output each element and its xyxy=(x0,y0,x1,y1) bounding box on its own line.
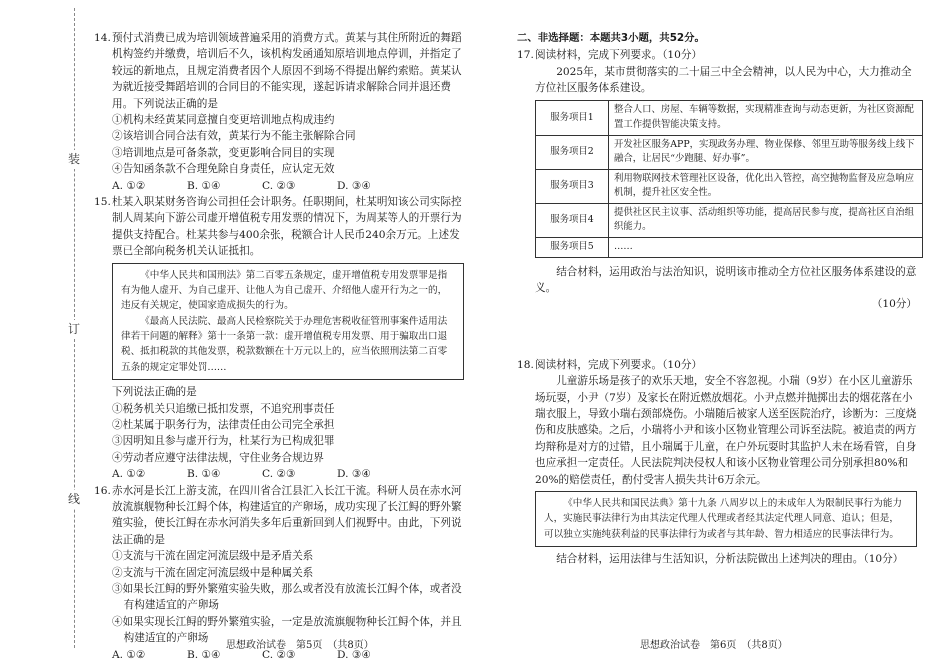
row-key: 服务项目3 xyxy=(536,169,609,203)
row-key: 服务项目4 xyxy=(536,203,609,237)
question-17 xyxy=(517,47,917,313)
footer-left: 思想政治试卷 第5页 （共8页） xyxy=(226,640,374,651)
footer-right: 思想政治试卷 第6页 （共8页） xyxy=(640,640,788,651)
binding-margin xyxy=(0,0,80,659)
left-column xyxy=(94,30,464,663)
choice-a: A. ①② xyxy=(112,179,146,192)
question-stem: 赤水河是长江上游支流，在四川省合江县汇入长江干流。科研人员在赤水河放流旗舰物种长江鲟个体，构建适宜的产卵场，成功实现了长江鲟的野外繁殖实验，使长江鲟在赤水河消失多年后重新回到人们视野中。由此，下列说法正确的是 xyxy=(112,484,462,546)
option: ③如果长江鲟的野外繁殖实验失败，那么或者没有放流长江鲟个体，或者没有构建适宜的产卵场 xyxy=(112,582,462,612)
choice-c: C. ②③ xyxy=(262,468,296,481)
option: ④如果实现长江鲟的野外繁殖实验，一定是放流旗舰物种长江鲟个体，并且构建适宜的产卵场 xyxy=(112,615,462,645)
question-stem: 杜某入职某财务咨询公司担任会计职务。任职期间，杜某明知该公司实际控制人周某向下游公司虚开增值税专用发票的情况下，为周某等人的开票行为提供支持配合。杜某共参与400余张，税额合计人民币240余万元。上述发票已全部向税务机关认证抵扣。 xyxy=(112,196,462,258)
row-value: 开发社区服务APP，实现政务办理、物业保修、邻里互助等服务线上线下融合，让居民“少跑腿、好办事”。 xyxy=(609,135,923,169)
table-row xyxy=(536,203,923,237)
question-number: 14. xyxy=(94,32,111,44)
question-14 xyxy=(94,30,464,194)
question-number: 15. xyxy=(94,196,111,209)
row-value: …… xyxy=(609,237,923,257)
excerpt-paragraph: 《中华人民共和国民法典》第十九条 八周岁以上的未成年人为限制民事行为能力人，实施民事法律行为由其法定代理人代理或者经其法定代理人同意、追认；但是，可以独立实施纯获利益的民事法律行为或者与其年龄、智力相适应的民事法律行为。 xyxy=(544,498,903,540)
answer-choices xyxy=(112,466,464,482)
row-value: 提供社区民主议事、活动组织等功能，提高居民参与度，提高社区自治组织能力。 xyxy=(609,203,923,237)
option: ②支流与干流在固定河流层级中是种属关系 xyxy=(112,566,314,579)
question-title: 阅读材料，完成下列要求。（10分） xyxy=(535,49,703,62)
question-lead: 下列说法正确的是 xyxy=(112,386,197,399)
question-18 xyxy=(517,357,917,568)
service-table xyxy=(535,100,923,257)
option: ③因明知且参与虚开行为，杜某行为已构成犯罪 xyxy=(112,435,335,448)
row-key: 服务项目5 xyxy=(536,237,609,257)
table-row xyxy=(536,237,923,257)
table-row xyxy=(536,135,923,169)
row-value: 利用物联网技术管理社区设备，优化出入管控，高空抛物监督及应急响应机制，提升社区安全性。 xyxy=(609,169,923,203)
choice-b: B. ①④ xyxy=(187,648,221,661)
question-number: 18. xyxy=(517,358,534,371)
excerpt-paragraph: 《最高人民法院、最高人民检察院关于办理危害税收征管刑事案件适用法律若干问题的解释》第十一条第一款：虚开增值税专用发票、用于骗取出口退税、抵扣税款的其他发票，税款数额在十万元以上的，应当依照刑法第二百零五条的规定定罪处罚…… xyxy=(121,315,448,373)
option: ②杜某属于职务行为，法律责任由公司完全承担 xyxy=(112,418,335,431)
option: ③培训地点是可备条款，变更影响合同目的实现 xyxy=(112,146,335,159)
table-row xyxy=(536,169,923,203)
question-16 xyxy=(94,483,464,663)
question-requirement: 结合材料，运用法律与生活知识，分析法院做出上述判决的理由。（10分） xyxy=(556,553,904,566)
question-number: 17. xyxy=(517,49,534,62)
question-15 xyxy=(94,194,464,482)
answer-choices xyxy=(112,178,464,194)
choice-c: C. ②③ xyxy=(262,179,296,192)
choice-d: D. ③④ xyxy=(337,468,371,481)
option: ④告知函条款不合理免除自身责任，应认定无效 xyxy=(112,163,335,176)
binding-char-zhuang: 装 xyxy=(67,150,81,169)
row-key: 服务项目1 xyxy=(536,101,609,135)
option: ②该培训合同合法有效，黄某行为不能主张解除合同 xyxy=(112,130,356,143)
choice-a: A. ①② xyxy=(112,468,146,481)
material-intro: 2025年，某市贯彻落实的二十届三中全会精神，以人民为中心，大力推动全方位社区服务体系建设。 xyxy=(535,65,912,94)
section-title: 二、非选择题：本题共3小题，共52分。 xyxy=(517,32,705,44)
choice-b: B. ①④ xyxy=(187,179,221,192)
right-column xyxy=(517,30,917,567)
row-key: 服务项目2 xyxy=(536,135,609,169)
option: ①支流与干流在固定河流层级中是矛盾关系 xyxy=(112,550,314,563)
row-value: 整合人口、房屋、车辆等数据，实现精准查询与动态更新，为社区资源配置工作提供智能决策支持。 xyxy=(609,101,923,135)
option: ①税务机关只追缴已抵扣发票，不追究刑事责任 xyxy=(112,402,335,415)
table-row xyxy=(536,101,923,135)
question-score: （10分） xyxy=(871,298,917,311)
binding-char-xian: 线 xyxy=(67,490,81,509)
option: ④劳动者应遵守法律法规，守住业务合规边界 xyxy=(112,451,324,464)
choice-b: B. ①④ xyxy=(187,468,221,481)
choice-a: A. ①② xyxy=(112,648,146,661)
legal-excerpt-box xyxy=(535,491,917,547)
binding-char-ding: 订 xyxy=(67,320,81,339)
choice-c: C. ②③ xyxy=(262,648,296,661)
question-number: 16. xyxy=(94,484,111,497)
choice-d: D. ③④ xyxy=(337,648,371,661)
excerpt-paragraph: 《中华人民共和国刑法》第二百零五条规定，虚开增值税专用发票罪是指有为他人虚开、为自己虚开、让他人为自己虚开、介绍他人虚开行为之一的，违反有关规定，使国家造成损失的行为。 xyxy=(121,269,448,312)
question-stem: 预付式消费已成为培训领域普遍采用的消费方式。黄某与其住所附近的舞蹈机构签约并缴费，培训后不久，该机构发函通知原培训地点停训，并指定了较远的新地点，且规定消费者因个人原因不到场不得提出解约索赔。黄某认为就近接受舞蹈培训的合同目的不能实现，遂起诉请求解除合同并退还费用。下列说法正确的是 xyxy=(112,32,462,110)
material-paragraph: 儿童游乐场是孩子的欢乐天地，安全不容忽视。小瑞（9岁）在小区儿童游乐场玩耍，小尹（7岁）及家长在附近燃放烟花。小尹点燃并抛掷出去的烟花落在小瑞衣服上，导致小瑞右颈部烧伤。小瑞随后被家人送至医院治疗，诊断为：三度烧伤和皮肤感染。之后，小瑞将小尹和该小区物业管理公司诉至法院。被追责的两方均辩称是对方的过错，且小瑞属于儿童，在户外玩耍时其监护人未在场看管，自身也应承担一定责任。人民法院判决侵权人和该小区物业管理公司分别承担80%和20%的赔偿责任，酌付受害人损失共计6万余元。 xyxy=(535,375,917,486)
choice-d: D. ③④ xyxy=(337,179,371,192)
option: ①机构未经黄某同意擅自变更培训地点构成违约 xyxy=(112,114,335,127)
question-requirement: 结合材料，运用政治与法治知识，说明该市推动全方位社区服务体系建设的意义。 xyxy=(535,265,917,294)
legal-excerpt-box xyxy=(112,263,464,380)
question-title: 阅读材料，完成下列要求。（10分） xyxy=(535,358,703,371)
